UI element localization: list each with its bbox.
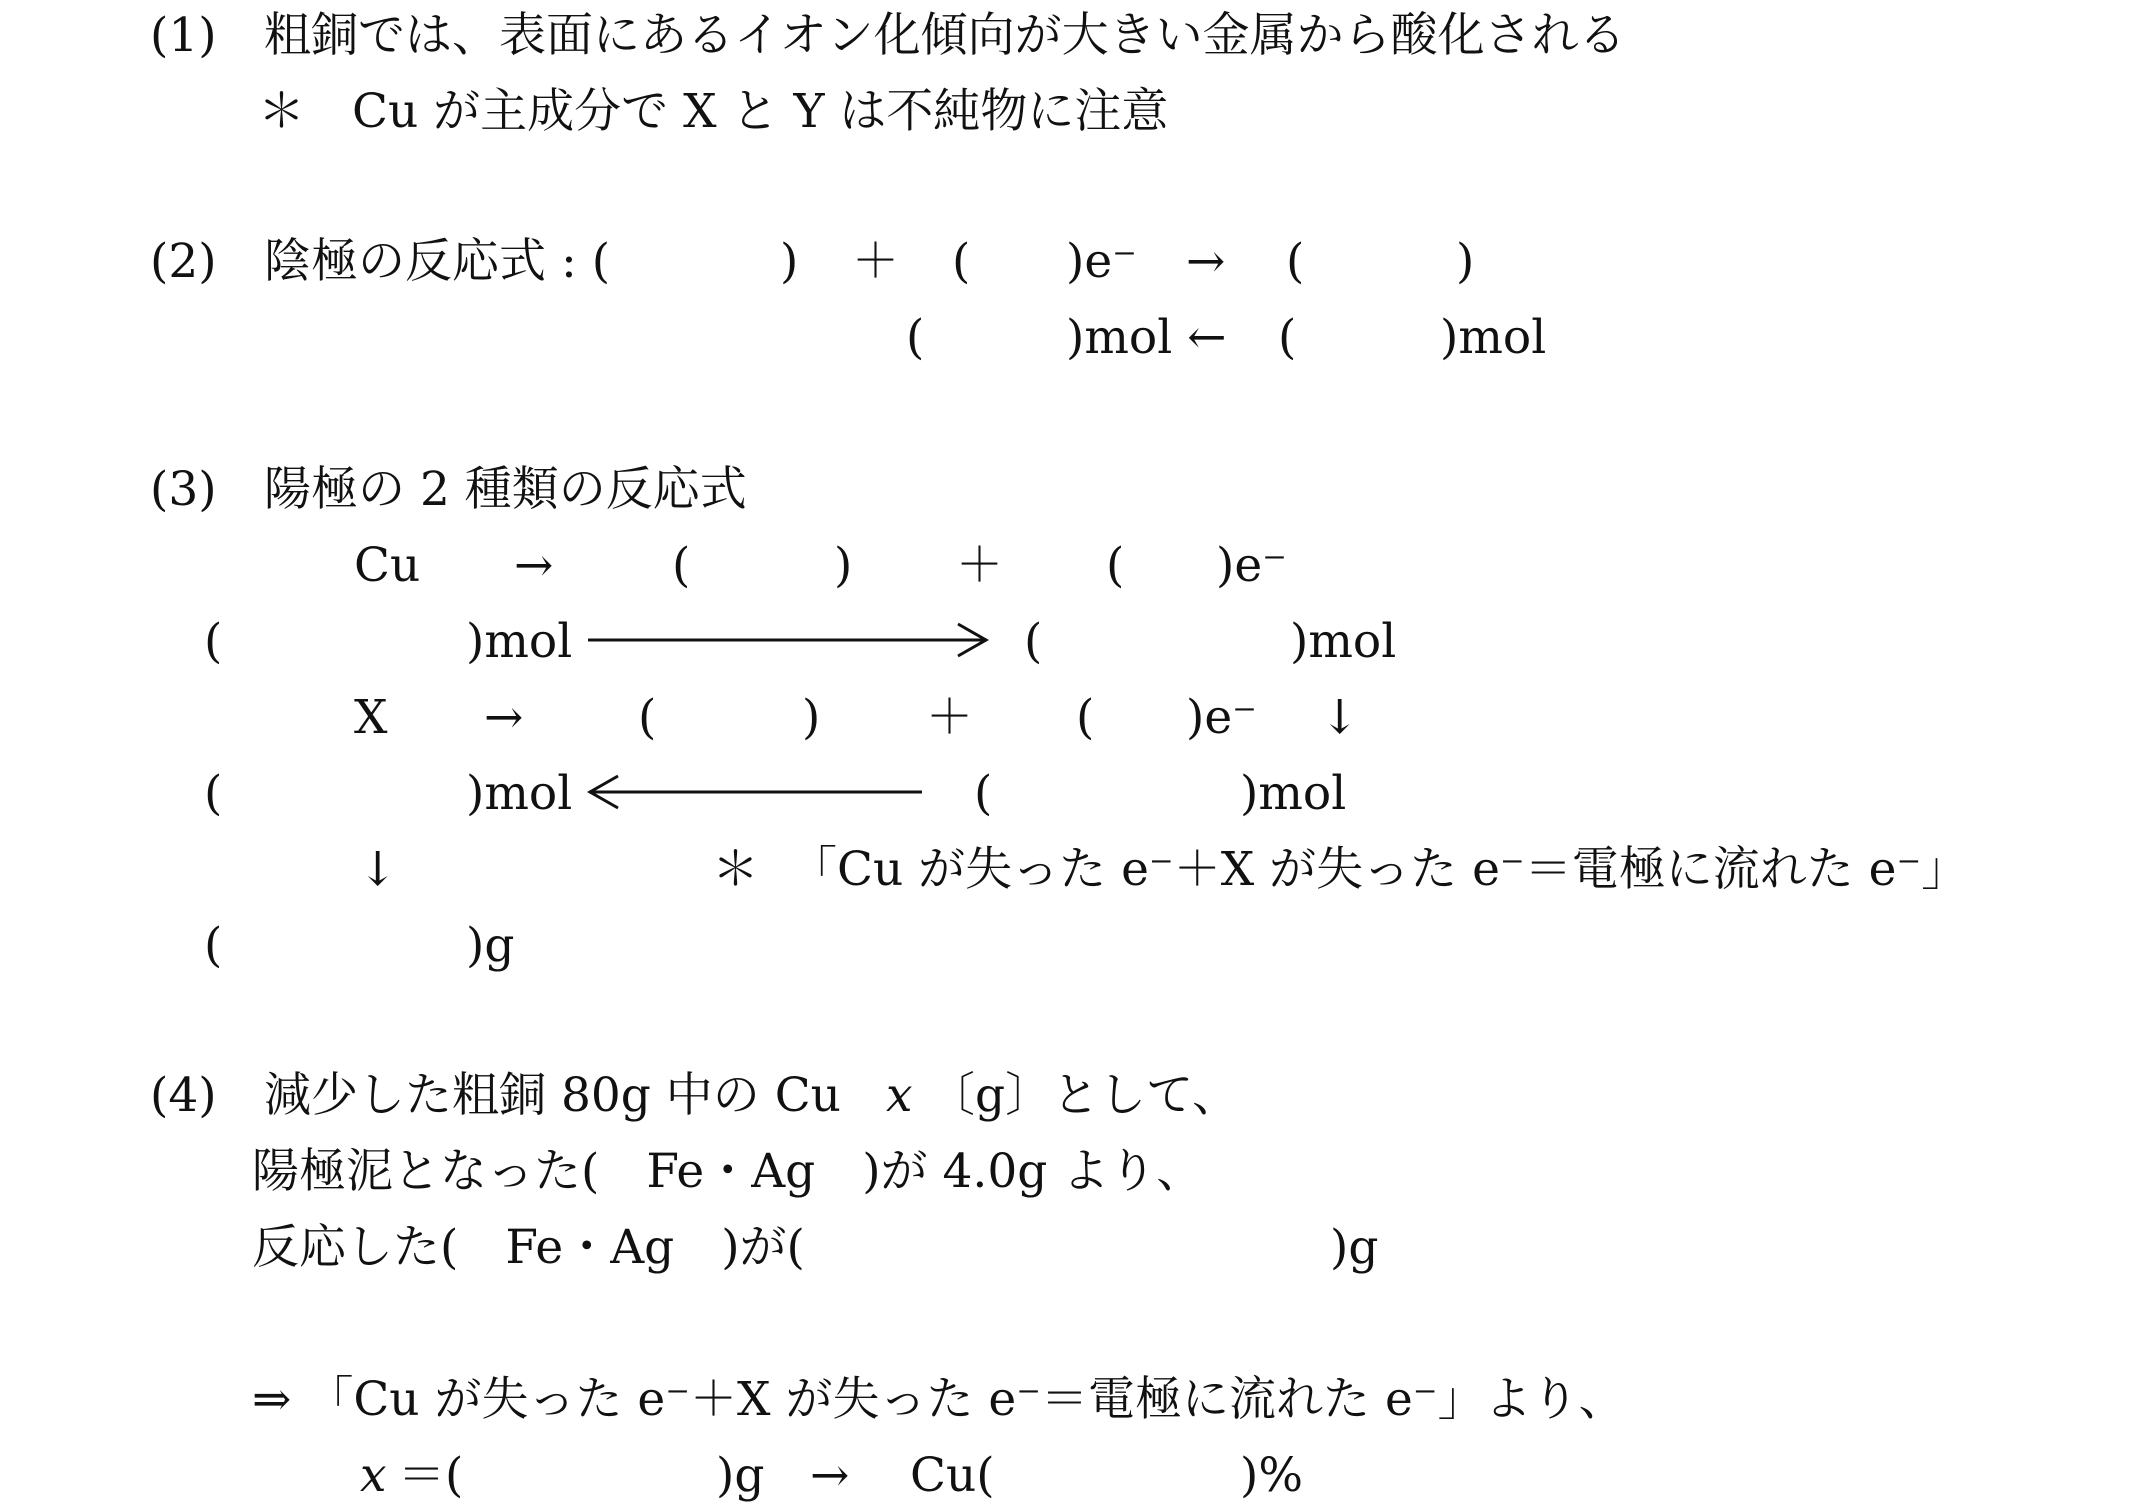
q1-note-star: ＊ — [258, 84, 305, 139]
q4-line3-a: 反応した( Fe・Ag )が( — [252, 1220, 805, 1275]
q3-cu-blank-close: ) — [834, 538, 853, 593]
q3-note-star: ＊ — [712, 842, 759, 897]
q3-cu-electron: )e⁻ — [1216, 538, 1287, 593]
q4-variable-x: x — [886, 1068, 913, 1123]
q3-cu-arrow: → — [514, 538, 554, 593]
right-arrow-icon — [588, 622, 992, 658]
q3-x-electron: )e⁻ — [1186, 690, 1257, 745]
q3-note: 「Cu が失った e⁻＋X が失った e⁻＝電極に流れた e⁻」 — [790, 842, 1969, 897]
q4-line1-b: 〔g〕として、 — [928, 1068, 1240, 1123]
q4-line5-a: ＝( — [398, 1448, 464, 1503]
q3-cu-blank-open: ( — [672, 538, 691, 593]
q4-line3-b: )g — [1330, 1220, 1379, 1275]
q3-electron-mol-close-2: )mol — [1240, 766, 1347, 821]
q4-line4: ⇒ 「Cu が失った e⁻＋X が失った e⁻＝電極に流れた e⁻」より、 — [252, 1372, 1626, 1427]
q2-plus: ＋ — [852, 234, 899, 289]
q3-cu-mol-close: )mol — [466, 614, 573, 669]
q1-number: (1) — [150, 8, 217, 63]
q3-x-plus: ＋ — [926, 690, 973, 745]
q3-cu-e-open: ( — [1106, 538, 1125, 593]
q3-electron-mol-close: )mol — [1290, 614, 1397, 669]
q1-statement: 粗銅では、表面にあるイオン化傾向が大きい金属から酸化される — [264, 8, 1626, 63]
q2-blank-3-open: ( — [1286, 234, 1305, 289]
q4-line5-c: Cu( — [910, 1448, 995, 1503]
q4-line2: 陽極泥となった( Fe・Ag )が 4.0g より、 — [252, 1144, 1204, 1199]
q3-mass-close: )g — [466, 918, 515, 973]
q4-line5-variable-x: x — [360, 1448, 387, 1503]
q2-number: (2) — [150, 234, 217, 289]
left-arrow-icon — [586, 774, 922, 810]
q3-x-e-open: ( — [1076, 690, 1095, 745]
q2-blank-2-open: ( — [952, 234, 971, 289]
q2-mol-2-close: )mol — [1440, 310, 1547, 365]
q3-electron-mol-open: ( — [1024, 614, 1043, 669]
q4-number: (4) — [150, 1068, 217, 1123]
q2-blank-3-close: ) — [1456, 234, 1475, 289]
q3-down-arrow-right: ↓ — [1320, 690, 1360, 745]
q3-x-symbol: X — [354, 690, 388, 745]
q3-number: (3) — [150, 462, 217, 517]
q2-mol-1-close: )mol ← — [1066, 310, 1227, 365]
q2-blank-1-close: ) — [780, 234, 799, 289]
q3-x-blank-open: ( — [638, 690, 657, 745]
q1-note: Cu が主成分で X と Y は不純物に注意 — [352, 84, 1169, 139]
q2-electron: )e⁻ — [1066, 234, 1137, 289]
q2-mol-2-open: ( — [1278, 310, 1297, 365]
q2-mol-1-open: ( — [906, 310, 925, 365]
q4-line5-d: )% — [1240, 1448, 1303, 1503]
q4-line5-b: )g — [716, 1448, 765, 1503]
q3-down-arrow-left: ↓ — [358, 842, 398, 897]
q4-line5-arrow: → — [810, 1448, 850, 1503]
q4-line1-a: 減少した粗銅 80g 中の Cu — [264, 1068, 841, 1123]
q3-x-mol-close: )mol — [466, 766, 573, 821]
q2-label: 陰極の反応式 : ( — [264, 234, 611, 289]
q3-x-mol-open: ( — [204, 766, 223, 821]
q3-x-arrow: → — [484, 690, 524, 745]
q3-title: 陽極の 2 種類の反応式 — [264, 462, 747, 517]
q3-mass-open: ( — [204, 918, 223, 973]
q2-arrow: → — [1186, 234, 1226, 289]
q3-electron-mol-open-2: ( — [974, 766, 993, 821]
q3-cu-plus: ＋ — [956, 538, 1003, 593]
q3-x-blank-close: ) — [802, 690, 821, 745]
q3-cu-mol-open: ( — [204, 614, 223, 669]
q3-cu-symbol: Cu — [354, 538, 421, 593]
